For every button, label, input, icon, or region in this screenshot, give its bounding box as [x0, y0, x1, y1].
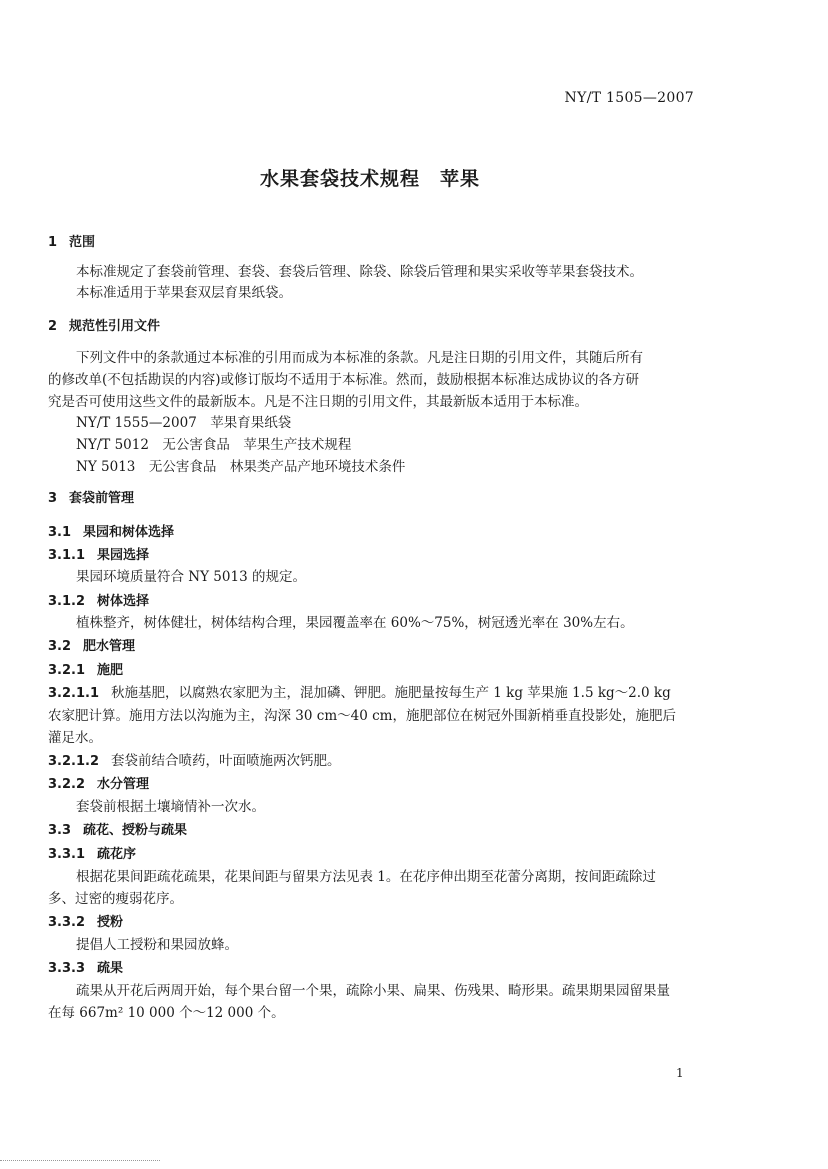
section-title: 水分管理 [97, 777, 150, 792]
section-heading [48, 916, 123, 929]
paragraph: 植株整齐，树体健壮，树体结构合理，果园覆盖率在 60%～75%，树冠透光率在 30%左右。 [76, 615, 634, 631]
paragraph-text: 秋施基肥，以腐熟农家肥为主，混加磷、钾肥。施肥量按每生产 1 kg 苹果施 1.5 kg～2.0 kg [111, 685, 671, 701]
section-title: 套袋前管理 [69, 491, 135, 506]
paragraph: 本标准适用于苹果套双层育果纸袋。 [76, 285, 292, 301]
paragraph: 灌足水。 [48, 730, 102, 746]
section-title: 疏果 [97, 961, 124, 976]
section-number: 3.2.1.1 [48, 686, 99, 701]
section-heading [48, 492, 134, 505]
page-number: 1 [676, 1066, 684, 1080]
reference-item: NY/T 1555—2007 苹果育果纸袋 [76, 415, 292, 431]
section-title: 疏花序 [97, 847, 137, 862]
section-heading [48, 848, 136, 861]
section-heading [48, 320, 160, 333]
section-number: 3.3 [48, 823, 72, 838]
paragraph: 在每 667m² 10 000 个～12 000 个。 [48, 1005, 285, 1021]
section-heading [48, 595, 149, 608]
paragraph: 本标准规定了套袋前管理、套袋、套袋后管理、除袋、除袋后管理和果实采收等苹果套袋技术。 [76, 264, 643, 280]
reference-item: NY/T 5012 无公害食品 苹果生产技术规程 [76, 437, 352, 453]
section-title: 疏花、授粉与疏果 [83, 823, 188, 838]
section-number: 3.1.2 [48, 594, 86, 609]
paragraph: 的修改单(不包括勘误的内容)或修订版均不适用于本标准。然而，鼓励根据本标准达成协议的各方研 [48, 372, 640, 388]
section-heading [48, 549, 149, 562]
paragraph-text: 套袋前结合喷药，叶面喷施两次钙肥。 [111, 753, 341, 769]
section-title: 果园和树体选择 [83, 525, 175, 540]
section-title: 施肥 [97, 663, 124, 678]
section-number: 3.2 [48, 639, 72, 654]
section-number: 3.3.1 [48, 847, 86, 862]
section-heading [48, 664, 123, 677]
paragraph: 多、过密的瘦弱花序。 [48, 891, 183, 907]
paragraph: 提倡人工授粉和果园放蜂。 [76, 937, 238, 953]
paragraph: 套袋前根据土壤墒情补一次水。 [76, 799, 265, 815]
reference-item: NY 5013 无公害食品 林果类产品产地环境技术条件 [76, 459, 406, 475]
section-number: 1 [48, 235, 58, 250]
section-title: 果园选择 [97, 548, 150, 563]
paragraph: 根据花果间距疏花疏果，花果间距与留果方法见表 1。在花序伸出期至花蕾分离期，按间距疏除过 [76, 869, 656, 885]
section-heading [48, 962, 123, 975]
section-heading [48, 640, 135, 653]
paragraph: 下列文件中的条款通过本标准的引用而成为本标准的条款。凡是注日期的引用文件，其随后所有 [76, 350, 643, 366]
section-number: 3.3.3 [48, 961, 86, 976]
section-number: 3.2.1 [48, 663, 86, 678]
section-number: 3.2.1.2 [48, 754, 99, 769]
section-number: 3 [48, 491, 58, 506]
section-title: 肥水管理 [83, 639, 136, 654]
section-title: 授粉 [97, 915, 124, 930]
section-number: 2 [48, 319, 58, 334]
section-heading [48, 526, 174, 539]
section-number: 3.3.2 [48, 915, 86, 930]
section-number: 3.2.2 [48, 777, 86, 792]
paragraph: 农家肥计算。施用方法以沟施为主，沟深 30 cm～40 cm，施肥部位在树冠外围新梢垂直投影处，施肥后 [48, 708, 676, 724]
section-number: 3.1 [48, 525, 72, 540]
section-heading [48, 778, 149, 791]
section-title: 树体选择 [97, 594, 150, 609]
paragraph [48, 755, 341, 769]
section-heading [48, 236, 95, 249]
section-heading [48, 824, 187, 837]
scan-edge-marks [0, 1158, 160, 1161]
paragraph [48, 687, 671, 701]
paragraph: 果园环境质量符合 NY 5013 的规定。 [76, 569, 306, 585]
paragraph: 究是否可使用这些文件的最新版本。凡是不注日期的引用文件，其最新版本适用于本标准。 [48, 394, 588, 410]
section-number: 3.1.1 [48, 548, 86, 563]
section-title: 范围 [69, 235, 96, 250]
document-title: 水果套袋技术规程 苹果 [259, 168, 480, 190]
standard-code: NY/T 1505—2007 [564, 90, 694, 106]
section-title: 规范性引用文件 [69, 319, 161, 334]
paragraph: 疏果从开花后两周开始，每个果台留一个果，疏除小果、扁果、伤残果、畸形果。疏果期果园留果量 [76, 983, 670, 999]
